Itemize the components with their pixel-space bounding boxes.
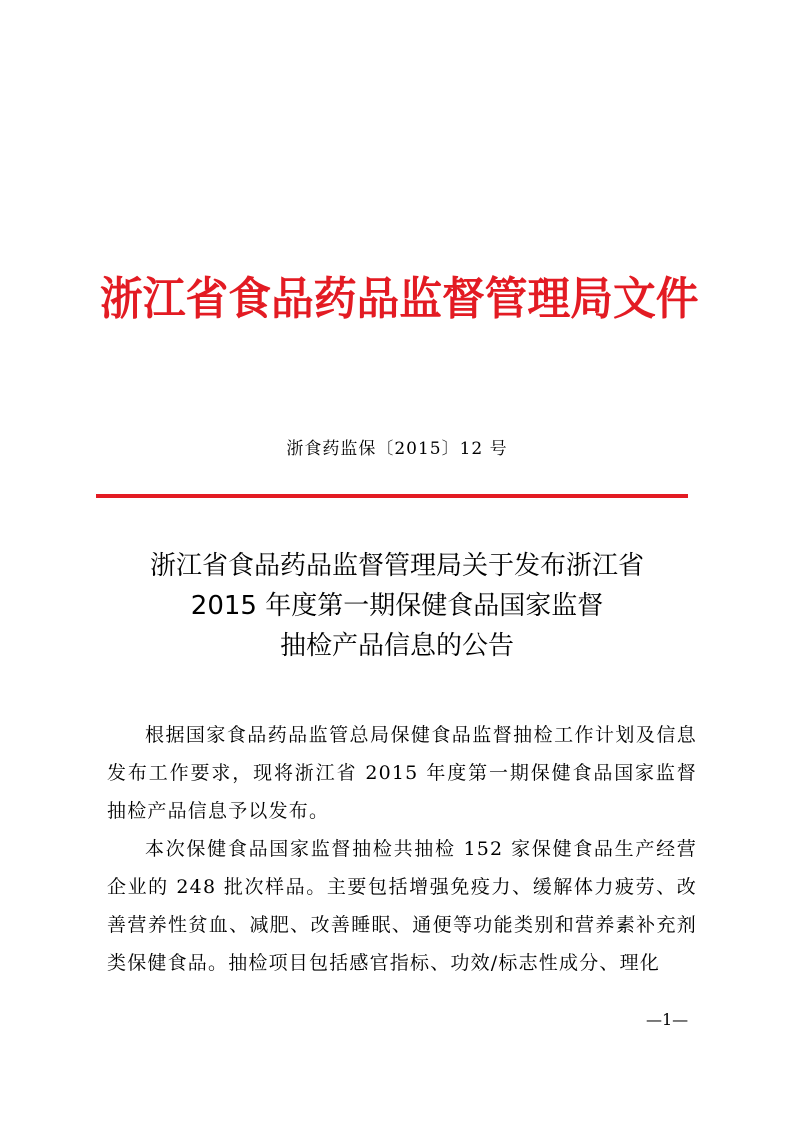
body-paragraph: 本次保健食品国家监督抽检共抽检 152 家保健食品生产经营企业的 248 批次样品。主要包括增强免疫力、缓解体力疲劳、改善营养性贫血、减肥、改善睡眠、通便等功能类别和营养素补充剂类保健食品。抽检项目包括感官指标、功效/标志性成分、理化 bbox=[107, 838, 697, 974]
notice-title-line: 抽检产品信息的公告 bbox=[279, 631, 514, 661]
document-number: 浙食药监保〔2015〕12 号 bbox=[286, 439, 508, 459]
notice-title bbox=[0, 546, 794, 666]
notice-title-line: 浙江省食品药品监督管理局关于发布浙江省 bbox=[149, 551, 644, 581]
notice-title-line: 2015 年度第一期保健食品国家监督 bbox=[190, 591, 604, 621]
body-text bbox=[107, 716, 697, 982]
body-paragraph: 根据国家食品药品监管总局保健食品监督抽检工作计划及信息发布工作要求，现将浙江省 2015 年度第一期保健食品国家监督抽检产品信息予以发布。 bbox=[107, 724, 697, 822]
page-number: —1— bbox=[646, 1010, 689, 1029]
issuer-header-title: 浙江省食品药品监督管理局文件 bbox=[100, 272, 699, 325]
red-divider-line bbox=[96, 494, 688, 498]
